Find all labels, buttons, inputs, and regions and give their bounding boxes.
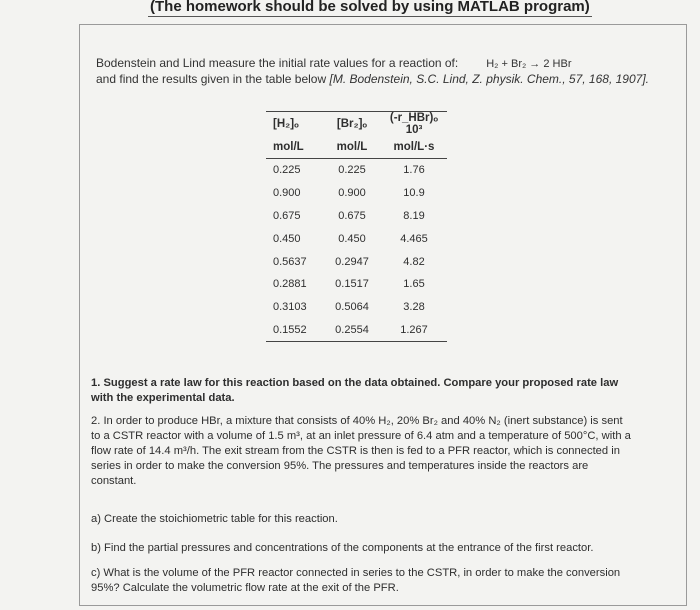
cell-br2: 0.675 <box>338 209 366 222</box>
unit-rate: mol/L·s <box>381 136 447 159</box>
reaction-equation: H₂ + Br₂ → 2 HBr <box>486 58 572 70</box>
question-1-text: 1. Suggest a rate law for this reaction based on the data obtained. Compare your proposed rate law with the experimental data. <box>91 377 619 404</box>
question-2b: b) Find the partial pressures and concentrations of the components at the entrance of the first reactor. <box>91 542 594 554</box>
cell-br2: 0.225 <box>338 164 366 177</box>
table-row <box>266 205 447 228</box>
header-br2: [Br₂]ₒ <box>323 112 381 137</box>
table-row <box>266 250 447 273</box>
cell-rate: 1.76 <box>403 164 425 177</box>
header-row-top <box>266 112 447 137</box>
header-row-units <box>266 136 447 159</box>
table-row <box>266 227 447 250</box>
unit-h2: mol/L <box>266 136 323 159</box>
cell-br2: 0.5064 <box>335 301 369 314</box>
cell-h2: 0.225 <box>273 164 301 177</box>
cell-h2: 0.2881 <box>273 278 307 291</box>
cell-h2: 0.675 <box>273 209 301 222</box>
intro-text-2: and find the results given in the table below <box>96 72 330 86</box>
intro-line-1 <box>96 56 686 72</box>
cell-br2: 0.900 <box>338 187 366 200</box>
cell-h2: 0.5637 <box>273 255 307 268</box>
cell-h2: 0.3103 <box>273 301 307 314</box>
cell-br2: 0.450 <box>338 232 366 245</box>
intro-paragraph <box>96 56 686 87</box>
cell-rate: 4.82 <box>403 255 425 268</box>
cell-h2: 0.900 <box>273 187 301 200</box>
question-1 <box>91 376 631 406</box>
question-2c: c) What is the volume of the PFR reactor connected in series to the CSTR, in order to make the conversion 95%? Calculate the volumetric flow rate at the exit of the PFR. <box>91 567 621 594</box>
table-row <box>266 319 447 342</box>
cell-rate: 3.28 <box>403 301 425 314</box>
cell-rate: 1.65 <box>403 278 425 291</box>
unit-br2: mol/L <box>323 136 381 159</box>
question-2: 2. In order to produce HBr, a mixture that consists of 40% H₂, 20% Br₂ and 40% N₂ (inert substance) is sent to a CSTR reactor with a volume of 1.5 m³, at an inlet pressure of 6.4 atm and a temperature of 500°C, with a flow rate of 14.4 m³/h. The exit stream from the CSTR is then is fed to a PFR reactor, which is connected in series in order to make the conversion 95%. The pressures and temperatures inside the reactors are constant. <box>91 415 631 487</box>
header-rate: (-r_HBr)ₒ 10³ <box>381 112 447 137</box>
cell-br2: 0.2554 <box>323 319 381 342</box>
table-row <box>266 273 447 296</box>
homework-banner: (The homework should be solved by using MATLAB program) <box>150 0 590 15</box>
intro-text: Bodenstein and Lind measure the initial rate values for a reaction of: <box>96 56 459 70</box>
cell-h2: 0.1552 <box>266 319 323 342</box>
table-row <box>266 182 447 205</box>
cell-rate: 8.19 <box>403 209 425 222</box>
table-row <box>266 159 447 182</box>
cell-rate: 10.9 <box>403 187 425 200</box>
header-h2: [H₂]ₒ <box>266 112 323 137</box>
cell-br2: 0.2947 <box>335 255 369 268</box>
rate-data-table <box>266 111 447 342</box>
table-row <box>266 296 447 319</box>
cell-rate: 4.465 <box>400 232 428 245</box>
intro-line-2 <box>96 72 686 87</box>
citation: [M. Bodenstein, S.C. Lind, Z. physik. Chem., 57, 168, 1907]. <box>329 72 649 86</box>
cell-br2: 0.1517 <box>335 278 369 291</box>
cell-rate: 1.267 <box>381 319 447 342</box>
question-2a: a) Create the stoichiometric table for this reaction. <box>91 513 338 525</box>
cell-h2: 0.450 <box>273 232 301 245</box>
